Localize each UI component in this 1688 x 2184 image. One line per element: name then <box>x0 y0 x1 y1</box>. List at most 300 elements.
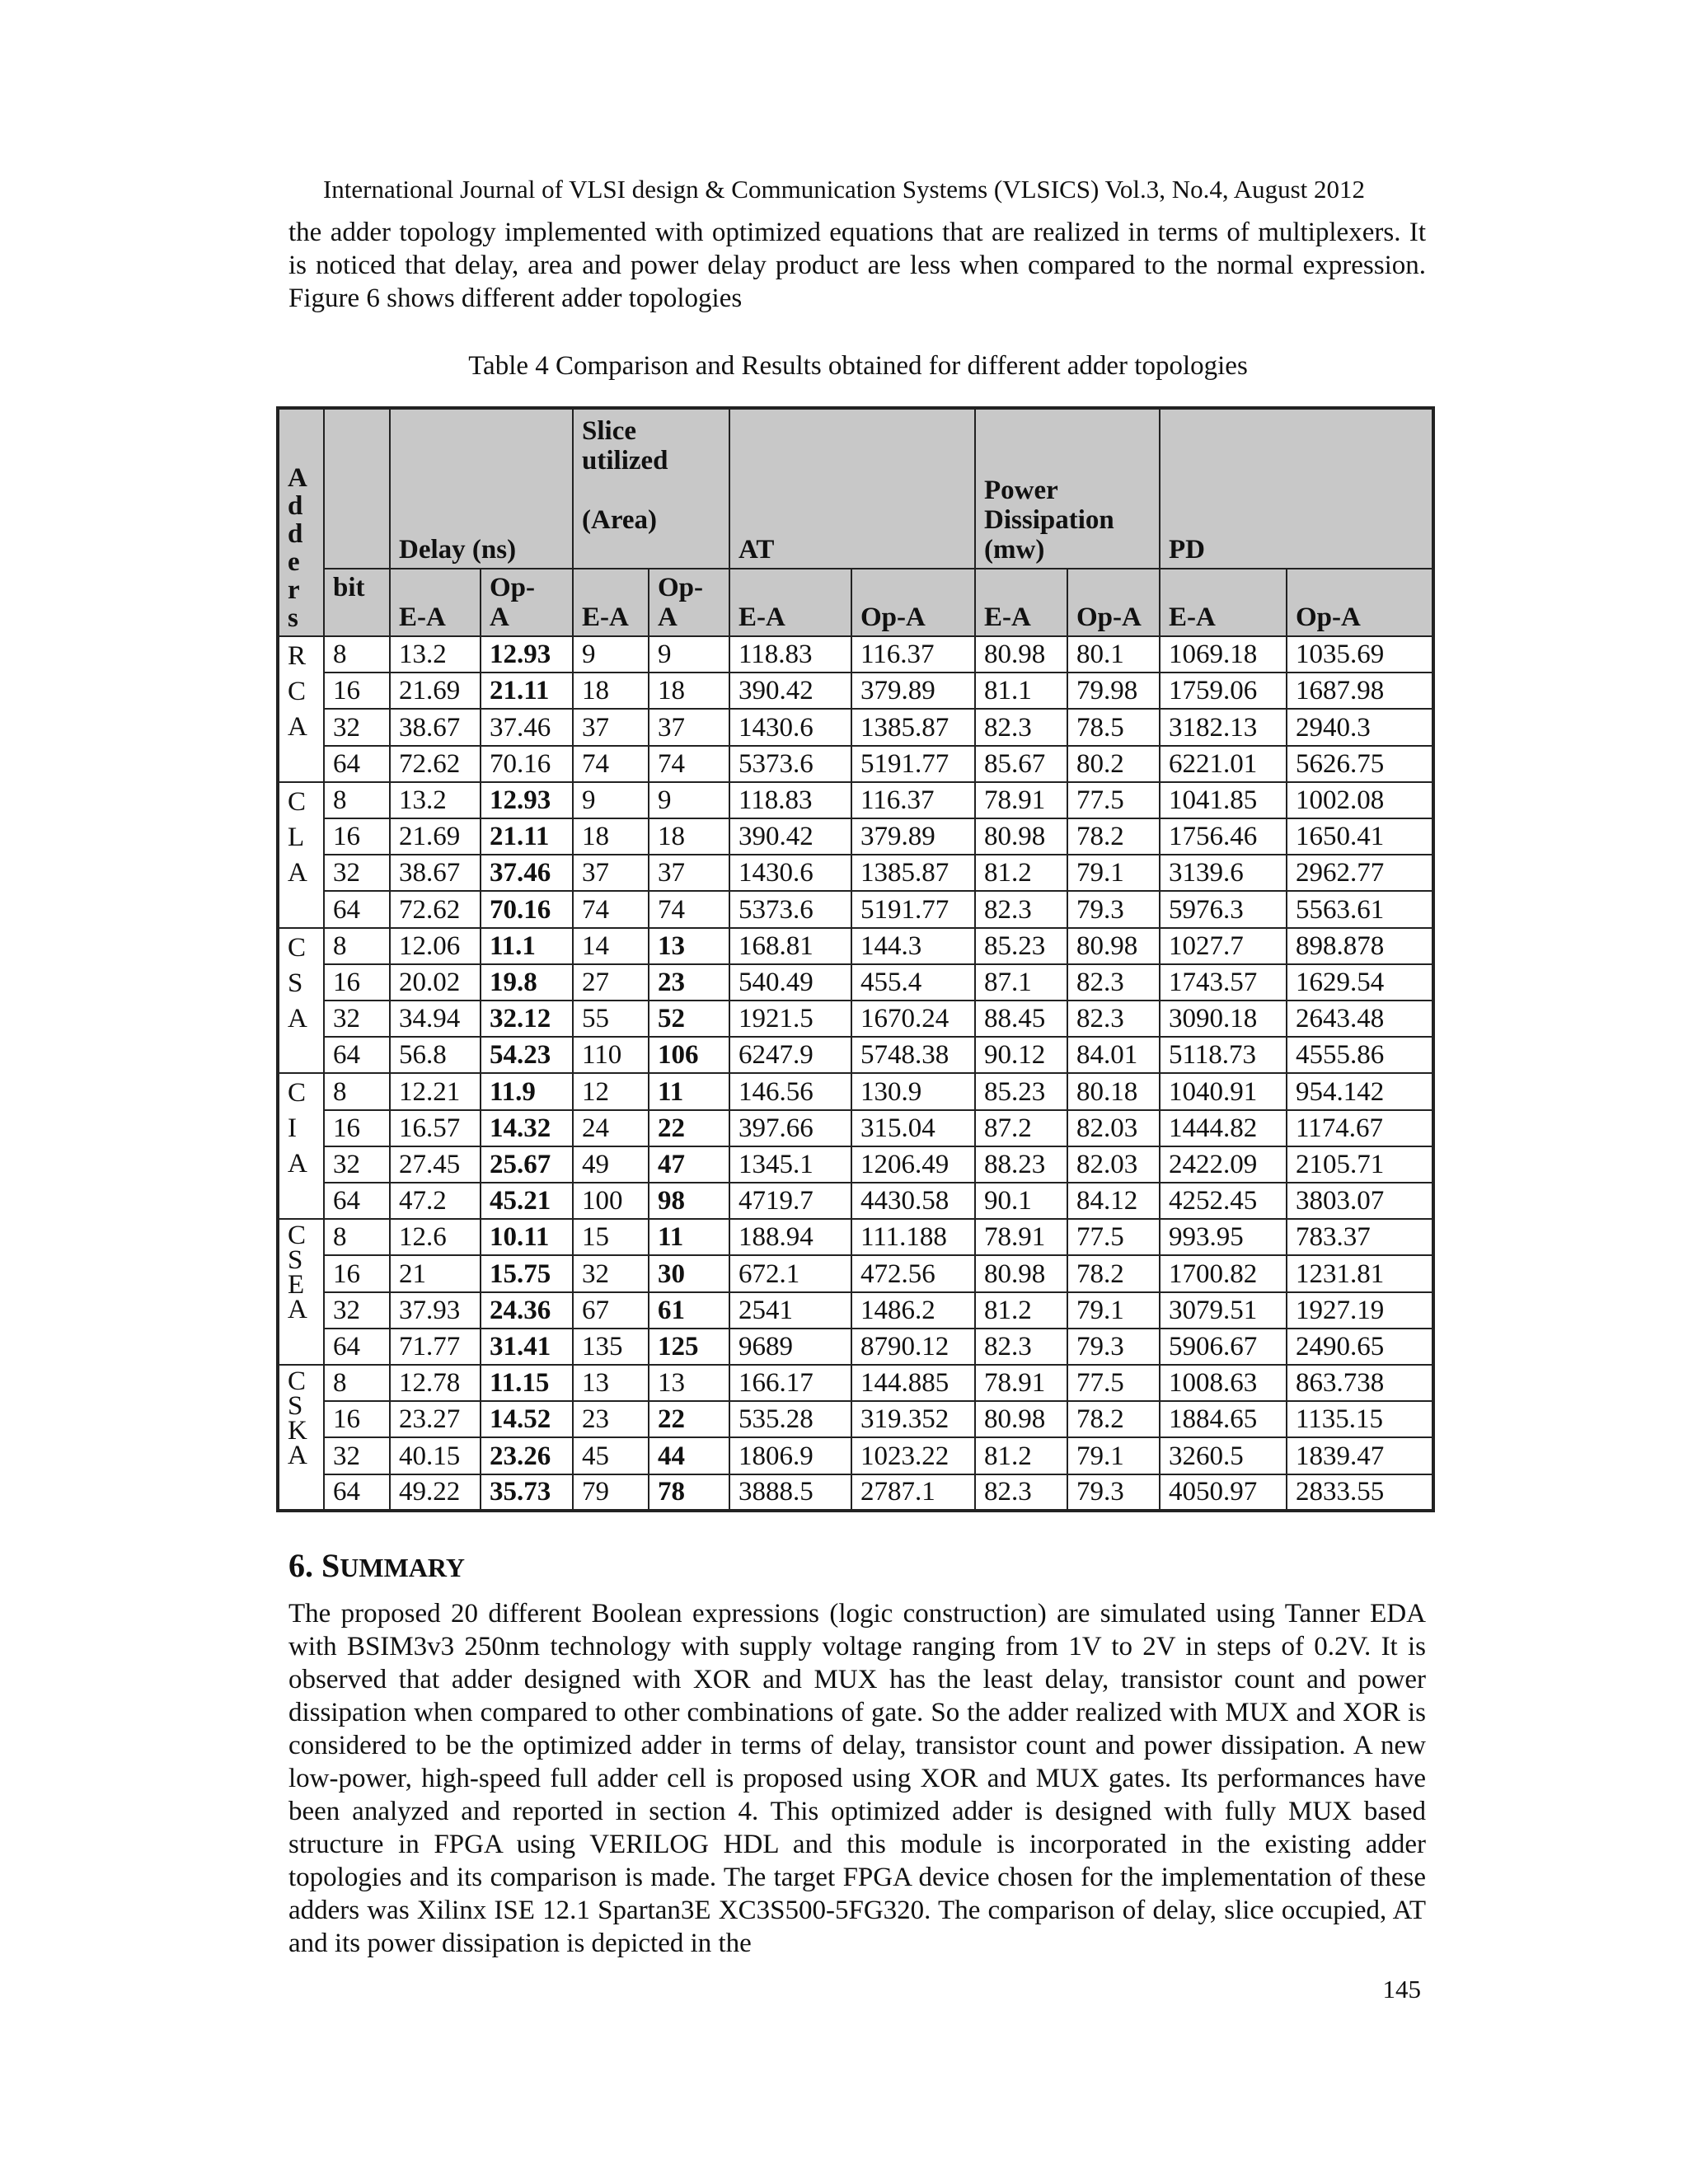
pd-opa-cell: 2940.3 <box>1287 709 1433 745</box>
at-ea-cell: 397.66 <box>729 1110 851 1146</box>
power-opa-cell: 82.3 <box>1067 1001 1160 1037</box>
bit-cell: 16 <box>324 818 390 855</box>
pd-opa-cell: 1035.69 <box>1287 636 1433 673</box>
power-opa-cell: 79.3 <box>1067 1474 1160 1511</box>
slice-ea-cell: 18 <box>573 818 649 855</box>
pd-opa-cell: 1839.47 <box>1287 1437 1433 1474</box>
pd-ea-cell: 993.95 <box>1160 1219 1287 1255</box>
at-ea-cell: 3888.5 <box>729 1474 851 1511</box>
delay-opa-cell: 21.11 <box>481 673 573 709</box>
pd-ea-cell: 6221.01 <box>1160 746 1287 782</box>
delay-opa-cell: 11.1 <box>481 928 573 964</box>
table-row <box>278 1219 1433 1255</box>
power-ea-cell: 81.2 <box>975 855 1067 891</box>
power-ea-cell: 81.2 <box>975 1292 1067 1329</box>
pd-opa-cell: 1927.19 <box>1287 1292 1433 1329</box>
power-opa-header: Op-A <box>1067 569 1160 636</box>
at-ea-cell: 9689 <box>729 1329 851 1365</box>
table-row <box>278 964 1433 1001</box>
bit-cell: 32 <box>324 1437 390 1474</box>
delay-opa-cell: 35.73 <box>481 1474 573 1511</box>
at-ea-cell: 1430.6 <box>729 855 851 891</box>
slice-header-line2: utilized <box>582 446 668 476</box>
at-opa-cell: 4430.58 <box>851 1183 975 1219</box>
slice-opa-cell: 52 <box>649 1001 729 1037</box>
slice-opa-cell: 13 <box>649 928 729 964</box>
delay-opa-cell: 45.21 <box>481 1183 573 1219</box>
power-header-line2: Dissipation <box>984 505 1114 535</box>
pd-ea-cell: 2422.09 <box>1160 1146 1287 1183</box>
slice-opa-header-top: Op- <box>658 573 704 602</box>
at-opa-cell: 1486.2 <box>851 1292 975 1329</box>
delay-ea-cell: 56.8 <box>390 1037 481 1073</box>
slice-header-line1: Slice <box>582 416 636 446</box>
at-header: AT <box>729 408 975 569</box>
section-title-rest: UMMARY <box>340 1553 465 1582</box>
pd-opa-cell: 2643.48 <box>1287 1001 1433 1037</box>
at-ea-header: E-A <box>729 569 851 636</box>
slice-opa-cell: 23 <box>649 964 729 1001</box>
at-opa-cell: 2787.1 <box>851 1474 975 1511</box>
delay-ea-cell: 21.69 <box>390 673 481 709</box>
delay-opa-cell: 54.23 <box>481 1037 573 1073</box>
slice-opa-cell: 13 <box>649 1365 729 1401</box>
power-opa-cell: 84.12 <box>1067 1183 1160 1219</box>
pd-opa-cell: 1174.67 <box>1287 1110 1433 1146</box>
table-row <box>278 709 1433 745</box>
at-ea-cell: 672.1 <box>729 1255 851 1291</box>
power-ea-cell: 87.1 <box>975 964 1067 1001</box>
delay-opa-cell: 21.11 <box>481 818 573 855</box>
at-ea-cell: 168.81 <box>729 928 851 964</box>
adder-name-cell: C S E A <box>278 1219 324 1365</box>
slice-ea-cell: 9 <box>573 782 649 818</box>
slice-ea-cell: 67 <box>573 1292 649 1329</box>
slice-ea-cell: 74 <box>573 891 649 927</box>
at-opa-cell: 144.885 <box>851 1365 975 1401</box>
delay-ea-cell: 23.27 <box>390 1401 481 1437</box>
at-ea-cell: 118.83 <box>729 782 851 818</box>
adder-name-cell: C S K A <box>278 1365 324 1511</box>
power-opa-cell: 79.3 <box>1067 891 1160 927</box>
delay-ea-cell: 72.62 <box>390 746 481 782</box>
pd-ea-cell: 1027.7 <box>1160 928 1287 964</box>
power-header-line3: (mw) <box>984 535 1045 565</box>
at-ea-cell: 4719.7 <box>729 1183 851 1219</box>
slice-opa-cell: 98 <box>649 1183 729 1219</box>
slice-ea-cell: 110 <box>573 1037 649 1073</box>
at-opa-cell: 111.188 <box>851 1219 975 1255</box>
pd-opa-cell: 1650.41 <box>1287 818 1433 855</box>
slice-ea-cell: 23 <box>573 1401 649 1437</box>
slice-opa-cell: 125 <box>649 1329 729 1365</box>
pd-ea-cell: 5118.73 <box>1160 1037 1287 1073</box>
at-opa-cell: 8790.12 <box>851 1329 975 1365</box>
delay-ea-cell: 34.94 <box>390 1001 481 1037</box>
pd-ea-cell: 3182.13 <box>1160 709 1287 745</box>
power-ea-cell: 80.98 <box>975 636 1067 673</box>
delay-opa-cell: 14.32 <box>481 1110 573 1146</box>
table-row <box>278 891 1433 927</box>
bit-cell: 64 <box>324 1183 390 1219</box>
at-opa-cell: 1023.22 <box>851 1437 975 1474</box>
power-opa-cell: 78.2 <box>1067 818 1160 855</box>
slice-ea-cell: 37 <box>573 709 649 745</box>
pd-ea-cell: 1756.46 <box>1160 818 1287 855</box>
at-opa-cell: 5748.38 <box>851 1037 975 1073</box>
table-row <box>278 1037 1433 1073</box>
slice-opa-cell: 37 <box>649 855 729 891</box>
delay-opa-cell: 11.9 <box>481 1073 573 1109</box>
bit-header: bit <box>324 569 390 636</box>
at-ea-cell: 1430.6 <box>729 709 851 745</box>
adders-header-text: A d d e r s <box>288 463 307 633</box>
at-opa-cell: 379.89 <box>851 673 975 709</box>
bit-cell: 64 <box>324 1329 390 1365</box>
bit-cell: 8 <box>324 1219 390 1255</box>
pd-ea-cell: 4050.97 <box>1160 1474 1287 1511</box>
delay-ea-cell: 71.77 <box>390 1329 481 1365</box>
delay-ea-cell: 72.62 <box>390 891 481 927</box>
slice-ea-cell: 32 <box>573 1255 649 1291</box>
delay-ea-cell: 37.93 <box>390 1292 481 1329</box>
slice-ea-cell: 37 <box>573 855 649 891</box>
pd-ea-cell: 1884.65 <box>1160 1401 1287 1437</box>
slice-opa-cell: 74 <box>649 746 729 782</box>
delay-opa-cell: 32.12 <box>481 1001 573 1037</box>
delay-ea-cell: 20.02 <box>390 964 481 1001</box>
slice-opa-cell: 44 <box>649 1437 729 1474</box>
bit-cell: 16 <box>324 673 390 709</box>
slice-opa-cell: 18 <box>649 818 729 855</box>
slice-ea-cell: 13 <box>573 1365 649 1401</box>
at-opa-cell: 5191.77 <box>851 891 975 927</box>
at-opa-cell: 315.04 <box>851 1110 975 1146</box>
adder-name-cell: C L A <box>278 782 324 928</box>
delay-ea-cell: 12.06 <box>390 928 481 964</box>
slice-ea-cell: 74 <box>573 746 649 782</box>
at-ea-cell: 166.17 <box>729 1365 851 1401</box>
table-row <box>278 673 1433 709</box>
at-ea-cell: 1806.9 <box>729 1437 851 1474</box>
delay-opa-cell: 25.67 <box>481 1146 573 1183</box>
power-ea-cell: 90.12 <box>975 1037 1067 1073</box>
table-row <box>278 782 1433 818</box>
power-opa-cell: 77.5 <box>1067 1219 1160 1255</box>
delay-opa-cell: 31.41 <box>481 1329 573 1365</box>
delay-opa-cell: 70.16 <box>481 891 573 927</box>
at-ea-cell: 1921.5 <box>729 1001 851 1037</box>
delay-opa-cell: 37.46 <box>481 855 573 891</box>
power-ea-cell: 81.2 <box>975 1437 1067 1474</box>
pd-opa-cell: 2105.71 <box>1287 1146 1433 1183</box>
power-ea-cell: 80.98 <box>975 1255 1067 1291</box>
section-number: 6. <box>288 1547 313 1584</box>
delay-ea-cell: 27.45 <box>390 1146 481 1183</box>
at-opa-cell: 130.9 <box>851 1073 975 1109</box>
slice-opa-cell: 11 <box>649 1073 729 1109</box>
at-opa-cell: 1206.49 <box>851 1146 975 1183</box>
at-opa-cell: 144.3 <box>851 928 975 964</box>
power-ea-cell: 85.23 <box>975 1073 1067 1109</box>
power-opa-cell: 80.98 <box>1067 928 1160 964</box>
slice-ea-cell: 9 <box>573 636 649 673</box>
power-ea-cell: 78.91 <box>975 1219 1067 1255</box>
pd-opa-cell: 783.37 <box>1287 1219 1433 1255</box>
delay-ea-cell: 12.78 <box>390 1365 481 1401</box>
power-ea-cell: 81.1 <box>975 673 1067 709</box>
delay-ea-cell: 47.2 <box>390 1183 481 1219</box>
slice-ea-cell: 27 <box>573 964 649 1001</box>
table-row <box>278 928 1433 964</box>
summary-paragraph: The proposed 20 different Boolean expressions (logic construction) are simulated using Tanner EDA with BSIM3v3 250nm technology with supply voltage ranging from 1V to 2V in steps of 0.2V. It is observed that adder designed with XOR and MUX has the least delay, transistor count and power dissipation when compared to other combinations of gate. So the adder realized with MUX and XOR is considered to be the optimized adder in terms of delay, transistor count and power dissipation. A new low-power, high-speed full adder cell is proposed using XOR and MUX gates. Its performances have been analyzed and reported in section 4. This optimized adder is designed with fully MUX based structure in FPGA using VERILOG HDL and this module is incorporated in the existing adder topologies and its comparison is made. The target FPGA device chosen for the implementation of these adders was Xilinx ISE 12.1 Spartan3E XC3S500-5FG320. The comparison of delay, slice occupied, AT and its power dissipation is depicted in the <box>288 1599 1426 1958</box>
delay-header: Delay (ns) <box>390 408 573 569</box>
pd-ea-cell: 1743.57 <box>1160 964 1287 1001</box>
at-ea-cell: 390.42 <box>729 673 851 709</box>
page-number: 145 <box>1382 1975 1421 2004</box>
pd-opa-cell: 5626.75 <box>1287 746 1433 782</box>
pd-ea-cell: 3260.5 <box>1160 1437 1287 1474</box>
slice-ea-cell: 12 <box>573 1073 649 1109</box>
power-opa-cell: 84.01 <box>1067 1037 1160 1073</box>
table-row <box>278 1474 1433 1511</box>
bit-cell: 8 <box>324 636 390 673</box>
bit-cell: 16 <box>324 1255 390 1291</box>
slice-opa-cell: 11 <box>649 1219 729 1255</box>
table-row <box>278 1146 1433 1183</box>
table-caption: Table 4 Comparison and Results obtained for different adder topologies <box>468 351 1248 381</box>
pd-opa-cell: 1135.15 <box>1287 1401 1433 1437</box>
pd-opa-cell: 1231.81 <box>1287 1255 1433 1291</box>
delay-opa-cell: 70.16 <box>481 746 573 782</box>
pd-ea-cell: 3139.6 <box>1160 855 1287 891</box>
delay-ea-cell: 40.15 <box>390 1437 481 1474</box>
pd-opa-header: Op-A <box>1287 569 1433 636</box>
bit-cell: 8 <box>324 782 390 818</box>
delay-opa-header <box>481 569 573 636</box>
bit-cell: 32 <box>324 1292 390 1329</box>
power-opa-cell: 80.18 <box>1067 1073 1160 1109</box>
pd-ea-cell: 5976.3 <box>1160 891 1287 927</box>
pd-opa-cell: 1687.98 <box>1287 673 1433 709</box>
power-ea-cell: 80.98 <box>975 818 1067 855</box>
power-opa-cell: 78.2 <box>1067 1255 1160 1291</box>
delay-ea-cell: 38.67 <box>390 709 481 745</box>
slice-ea-cell: 18 <box>573 673 649 709</box>
at-ea-cell: 5373.6 <box>729 891 851 927</box>
bit-cell: 32 <box>324 1001 390 1037</box>
slice-opa-header <box>649 569 729 636</box>
power-ea-header: E-A <box>975 569 1067 636</box>
at-opa-cell: 1385.87 <box>851 855 975 891</box>
section-title-initial: S <box>321 1547 340 1584</box>
power-opa-cell: 79.1 <box>1067 1292 1160 1329</box>
table-row <box>278 1437 1433 1474</box>
bit-header-spacer <box>324 408 390 569</box>
slice-opa-cell: 47 <box>649 1146 729 1183</box>
delay-ea-cell: 21.69 <box>390 818 481 855</box>
pd-ea-cell: 4252.45 <box>1160 1183 1287 1219</box>
power-ea-cell: 82.3 <box>975 1329 1067 1365</box>
delay-ea-cell: 13.2 <box>390 782 481 818</box>
section-heading <box>288 1545 465 1588</box>
delay-ea-cell: 13.2 <box>390 636 481 673</box>
pd-opa-cell: 954.142 <box>1287 1073 1433 1109</box>
pd-ea-cell: 1069.18 <box>1160 636 1287 673</box>
bit-cell: 32 <box>324 855 390 891</box>
at-opa-cell: 1670.24 <box>851 1001 975 1037</box>
pd-opa-cell: 2833.55 <box>1287 1474 1433 1511</box>
table-row <box>278 1073 1433 1109</box>
slice-opa-cell: 37 <box>649 709 729 745</box>
power-ea-cell: 87.2 <box>975 1110 1067 1146</box>
at-ea-cell: 540.49 <box>729 964 851 1001</box>
power-ea-cell: 88.45 <box>975 1001 1067 1037</box>
slice-opa-cell: 78 <box>649 1474 729 1511</box>
at-ea-cell: 6247.9 <box>729 1037 851 1073</box>
power-ea-cell: 78.91 <box>975 782 1067 818</box>
pd-opa-cell: 2962.77 <box>1287 855 1433 891</box>
power-opa-cell: 80.1 <box>1067 636 1160 673</box>
slice-opa-cell: 22 <box>649 1401 729 1437</box>
at-ea-cell: 390.42 <box>729 818 851 855</box>
pd-ea-cell: 5906.67 <box>1160 1329 1287 1365</box>
slice-opa-header-bottom: A <box>658 602 678 632</box>
power-header-line1: Power <box>984 476 1058 505</box>
power-opa-cell: 82.3 <box>1067 964 1160 1001</box>
power-ea-cell: 82.3 <box>975 1474 1067 1511</box>
bit-cell: 64 <box>324 1474 390 1511</box>
delay-opa-header-top: Op- <box>490 573 536 602</box>
slice-opa-cell: 106 <box>649 1037 729 1073</box>
slice-opa-cell: 9 <box>649 636 729 673</box>
delay-ea-cell: 38.67 <box>390 855 481 891</box>
power-opa-cell: 77.5 <box>1067 782 1160 818</box>
pd-opa-cell: 3803.07 <box>1287 1183 1433 1219</box>
bit-cell: 16 <box>324 1401 390 1437</box>
slice-ea-cell: 79 <box>573 1474 649 1511</box>
at-ea-cell: 118.83 <box>729 636 851 673</box>
delay-opa-cell: 37.46 <box>481 709 573 745</box>
table-row <box>278 636 1433 673</box>
power-ea-cell: 85.23 <box>975 928 1067 964</box>
delay-opa-cell: 19.8 <box>481 964 573 1001</box>
table-row <box>278 1001 1433 1037</box>
delay-opa-header-bottom: A <box>490 602 509 632</box>
power-opa-cell: 79.98 <box>1067 673 1160 709</box>
table-row <box>278 746 1433 782</box>
power-opa-cell: 78.2 <box>1067 1401 1160 1437</box>
slice-ea-cell: 15 <box>573 1219 649 1255</box>
table-row <box>278 1183 1433 1219</box>
at-opa-cell: 1385.87 <box>851 709 975 745</box>
bit-cell: 64 <box>324 891 390 927</box>
header-row-1 <box>278 408 1433 569</box>
pd-ea-header: E-A <box>1160 569 1287 636</box>
table-row <box>278 1292 1433 1329</box>
header-row-2 <box>278 569 1433 636</box>
delay-opa-cell: 15.75 <box>481 1255 573 1291</box>
delay-opa-cell: 11.15 <box>481 1365 573 1401</box>
pd-opa-cell: 863.738 <box>1287 1365 1433 1401</box>
bit-cell: 64 <box>324 746 390 782</box>
delay-ea-cell: 21 <box>390 1255 481 1291</box>
slice-header <box>573 408 729 569</box>
delay-ea-cell: 12.6 <box>390 1219 481 1255</box>
slice-ea-cell: 49 <box>573 1146 649 1183</box>
delay-opa-cell: 14.52 <box>481 1401 573 1437</box>
power-ea-cell: 90.1 <box>975 1183 1067 1219</box>
power-ea-cell: 82.3 <box>975 709 1067 745</box>
table-row <box>278 818 1433 855</box>
delay-ea-header: E-A <box>390 569 481 636</box>
pd-ea-cell: 3079.51 <box>1160 1292 1287 1329</box>
slice-ea-header: E-A <box>573 569 649 636</box>
slice-ea-cell: 100 <box>573 1183 649 1219</box>
power-opa-cell: 80.2 <box>1067 746 1160 782</box>
slice-opa-cell: 9 <box>649 782 729 818</box>
adder-name-cell: C I A <box>278 1073 324 1219</box>
at-opa-cell: 116.37 <box>851 636 975 673</box>
table-row <box>278 1365 1433 1401</box>
at-opa-cell: 472.56 <box>851 1255 975 1291</box>
results-table-body <box>278 636 1433 1511</box>
adder-name-cell: C S A <box>278 928 324 1074</box>
power-ea-cell: 80.98 <box>975 1401 1067 1437</box>
slice-header-line3: (Area) <box>582 505 658 535</box>
at-ea-cell: 188.94 <box>729 1219 851 1255</box>
delay-opa-cell: 24.36 <box>481 1292 573 1329</box>
at-ea-cell: 535.28 <box>729 1401 851 1437</box>
power-opa-cell: 77.5 <box>1067 1365 1160 1401</box>
delay-ea-cell: 16.57 <box>390 1110 481 1146</box>
power-opa-cell: 79.3 <box>1067 1329 1160 1365</box>
intro-paragraph: the adder topology implemented with optimized equations that are realized in terms of multiplexers. It is noticed that delay, area and power delay product are less when compared to the normal expression. Figure 6 shows different adder topologies <box>288 218 1426 313</box>
bit-cell: 8 <box>324 1073 390 1109</box>
bit-cell: 8 <box>324 1365 390 1401</box>
power-opa-cell: 78.5 <box>1067 709 1160 745</box>
table-row <box>278 1401 1433 1437</box>
power-header <box>975 408 1160 569</box>
power-opa-cell: 79.1 <box>1067 1437 1160 1474</box>
power-opa-cell: 82.03 <box>1067 1146 1160 1183</box>
pd-opa-cell: 4555.86 <box>1287 1037 1433 1073</box>
at-ea-cell: 5373.6 <box>729 746 851 782</box>
slice-ea-cell: 14 <box>573 928 649 964</box>
power-ea-cell: 82.3 <box>975 891 1067 927</box>
at-opa-header: Op-A <box>851 569 975 636</box>
delay-opa-cell: 10.11 <box>481 1219 573 1255</box>
bit-cell: 16 <box>324 1110 390 1146</box>
pd-ea-cell: 1444.82 <box>1160 1110 1287 1146</box>
pd-opa-cell: 5563.61 <box>1287 891 1433 927</box>
running-header: International Journal of VLSI design & Communication Systems (VLSICS) Vol.3, No.4, August 2012 <box>322 175 1366 204</box>
pd-header: PD <box>1160 408 1433 569</box>
bit-cell: 32 <box>324 1146 390 1183</box>
slice-ea-cell: 135 <box>573 1329 649 1365</box>
slice-opa-cell: 74 <box>649 891 729 927</box>
slice-opa-cell: 30 <box>649 1255 729 1291</box>
slice-ea-cell: 24 <box>573 1110 649 1146</box>
bit-cell: 64 <box>324 1037 390 1073</box>
pd-ea-cell: 3090.18 <box>1160 1001 1287 1037</box>
delay-opa-cell: 12.93 <box>481 636 573 673</box>
at-opa-cell: 379.89 <box>851 818 975 855</box>
slice-opa-cell: 22 <box>649 1110 729 1146</box>
pd-ea-cell: 1008.63 <box>1160 1365 1287 1401</box>
slice-ea-cell: 55 <box>573 1001 649 1037</box>
bit-cell: 32 <box>324 709 390 745</box>
